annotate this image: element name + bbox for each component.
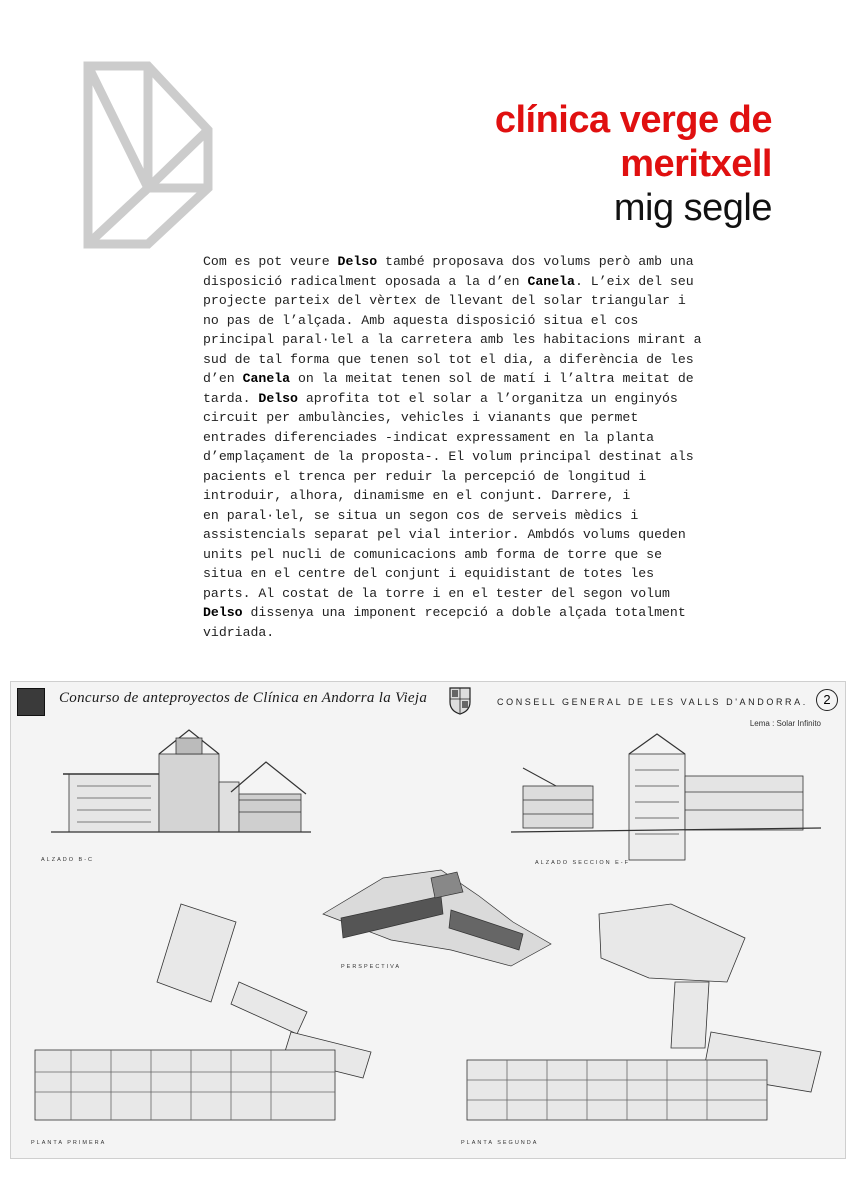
text-segment: assistencials separat pel vial interior. Ambdós volums queden xyxy=(203,527,686,542)
body-paragraph xyxy=(203,252,808,642)
body-line xyxy=(203,311,808,331)
architectural-drawing-plate xyxy=(10,681,846,1159)
plate-legend: Lema : Solar Infinito xyxy=(749,719,821,728)
title-line-2: meritxell xyxy=(620,143,772,185)
text-segment: d’emplaçament de la proposta-. El volum principal destinat als xyxy=(203,449,694,464)
body-line xyxy=(203,467,808,487)
caption-elevation: ALZADO B-C xyxy=(41,857,95,863)
text-segment: disposició radicalment oposada a la d’en xyxy=(203,273,528,289)
body-line xyxy=(203,623,808,643)
caption-section: ALZADO SECCION E-F xyxy=(535,860,630,866)
body-line xyxy=(203,252,808,272)
text-segment: circuit per ambulàncies, vehicles i vianants que permet xyxy=(203,410,639,425)
body-line xyxy=(203,330,808,350)
perspective-drawing xyxy=(323,870,551,966)
bold-name: Canela xyxy=(527,273,575,289)
body-line xyxy=(203,428,808,448)
text-segment: sud de tal forma que tenen sol tot el dia, a diferència de les xyxy=(203,351,694,367)
caption-perspective: PERSPECTIVA xyxy=(341,964,402,970)
text-segment: situa en el centre del conjunt i equidistant de totes les xyxy=(203,566,655,581)
text-segment: també proposava dos volums però amb una xyxy=(377,254,694,269)
body-line xyxy=(203,584,808,604)
text-segment: parts. Al costat de la torre i en el tester del segon volum xyxy=(203,585,670,601)
body-line xyxy=(203,291,808,311)
body-line xyxy=(203,486,808,506)
body-line xyxy=(203,506,808,526)
text-segment: no pas de l’alçada. Amb aquesta disposició situa el cos xyxy=(203,312,639,328)
elevation-drawing-left xyxy=(51,730,311,832)
bold-name: Delso xyxy=(258,390,298,406)
body-line xyxy=(203,545,808,565)
text-segment: dissenya una imponent recepció a doble alçada totalment xyxy=(242,605,686,620)
body-line xyxy=(203,564,808,584)
text-segment: tarda. xyxy=(203,390,259,406)
body-line xyxy=(203,603,808,623)
d-logo-icon xyxy=(82,60,214,250)
title-line-1: clínica verge de xyxy=(494,99,772,141)
bold-name: Delso xyxy=(337,254,378,269)
plate-title: Concurso de anteproyectos de Clínica en Andorra la Vieja xyxy=(59,690,428,706)
section-drawing-right xyxy=(511,734,821,860)
caption-plan-second: PLANTA SEGUNDA xyxy=(461,1140,539,1146)
architectural-drawings xyxy=(11,682,846,1159)
text-segment: d’en xyxy=(203,371,243,386)
text-segment: pacients el trenca per reduir la percepció de longitud i xyxy=(203,468,647,484)
text-segment: on la meitat tenen sol de matí i l’altra meitat de xyxy=(290,371,694,386)
text-segment: introduir, alhora, dinamisme en el conjunt. Darrere, i xyxy=(203,488,631,503)
text-segment: units pel nucli de comunicacions amb forma de torre que se xyxy=(203,546,662,562)
body-line xyxy=(203,447,808,467)
body-line xyxy=(203,369,808,389)
plate-number-badge: 2 xyxy=(816,689,838,711)
text-segment: aprofita tot el solar a l’organitza un enginyós xyxy=(297,390,678,406)
text-segment: projecte parteix del vèrtex de llevant del solar triangular i xyxy=(203,293,686,308)
body-line xyxy=(203,525,808,545)
text-segment: Com es pot veure xyxy=(203,254,338,269)
text-segment: vidriada. xyxy=(203,624,275,640)
body-line xyxy=(203,350,808,370)
plan-drawing-first-floor xyxy=(35,904,371,1120)
text-segment: . L’eix del seu xyxy=(574,273,694,289)
page-title xyxy=(495,98,772,230)
text-segment: principal paral·lel a la carretera amb les habitacions mirant a xyxy=(203,332,702,347)
body-line xyxy=(203,389,808,409)
text-segment: entrades diferenciades -indicat expressament en la planta xyxy=(203,429,655,445)
body-line xyxy=(203,272,808,292)
text-segment: en paral·lel, se situa un segon cos de serveis mèdics i xyxy=(203,507,639,523)
bold-name: Canela xyxy=(242,371,291,386)
title-subtitle: mig segle xyxy=(613,187,772,229)
bold-name: Delso xyxy=(203,605,243,620)
plate-organization: CONSELL GENERAL DE LES VALLS D'ANDORRA. xyxy=(497,697,808,707)
body-line xyxy=(203,408,808,428)
caption-plan-first: PLANTA PRIMERA xyxy=(31,1140,107,1146)
